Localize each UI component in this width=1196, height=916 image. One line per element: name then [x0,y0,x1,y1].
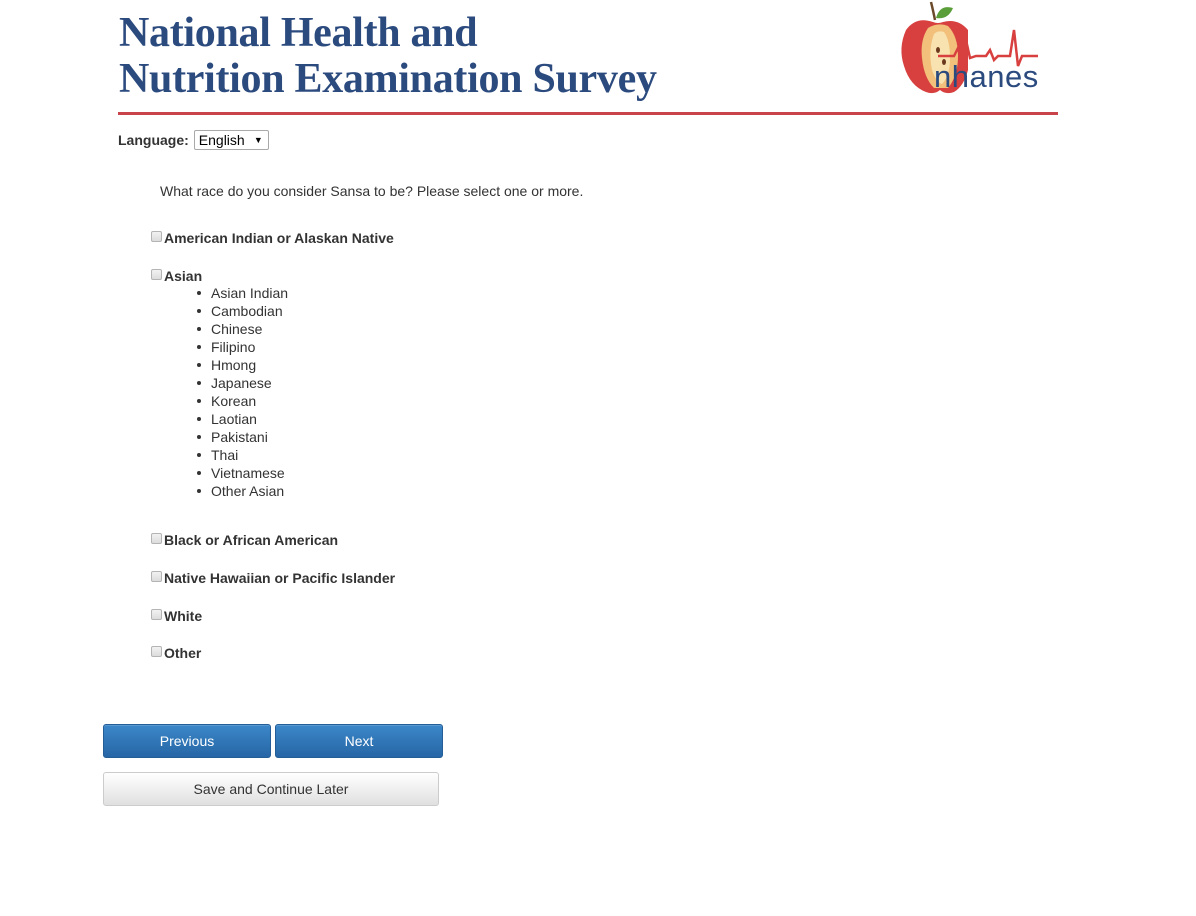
list-item: Pakistani [211,428,288,446]
option-native-hawaiian[interactable] [151,569,395,587]
checkbox[interactable] [151,533,162,544]
list-item: Japanese [211,374,288,392]
option-label: Native Hawaiian or Pacific Islander [164,570,396,586]
nhanes-logo [898,0,1058,100]
list-item: Hmong [211,356,288,374]
checkbox[interactable] [151,571,162,582]
list-item: Other Asian [211,482,288,500]
option-label: Asian [164,268,203,284]
previous-button[interactable]: Previous [103,724,271,758]
language-selected-value: English [198,132,245,148]
option-american-indian[interactable] [151,229,394,247]
list-item: Thai [211,446,288,464]
option-label: Black or African American [164,532,339,548]
header [118,0,1058,115]
title-line-2: Nutrition Examination Survey [119,56,657,102]
language-select[interactable] [194,130,269,150]
language-label: Language: [118,132,189,148]
survey-title [119,10,657,102]
option-white[interactable] [151,607,202,625]
option-asian[interactable] [151,267,202,285]
next-button[interactable]: Next [275,724,443,758]
asian-subgroup-list [211,284,288,500]
list-item: Laotian [211,410,288,428]
list-item: Vietnamese [211,464,288,482]
option-label: Other [164,645,202,661]
list-item: Filipino [211,338,288,356]
option-black[interactable] [151,531,338,549]
question-text: What race do you consider Sansa to be? Please select one or more. [160,183,584,199]
list-item: Cambodian [211,302,288,320]
save-and-continue-later-button[interactable]: Save and Continue Later [103,772,439,806]
checkbox[interactable] [151,231,162,242]
checkbox[interactable] [151,269,162,280]
list-item: Asian Indian [211,285,289,301]
dropdown-arrow-icon: ▼ [253,135,263,145]
checkbox[interactable] [151,646,162,657]
option-other[interactable] [151,644,201,662]
checkbox[interactable] [151,609,162,620]
logo-text: nhanes [934,59,1039,94]
list-item: Korean [211,392,288,410]
option-label: American Indian or Alaskan Native [164,230,394,246]
option-label: White [164,608,203,624]
list-item: Chinese [211,320,288,338]
title-line-1: National Health and [119,10,478,56]
language-row [118,130,269,150]
